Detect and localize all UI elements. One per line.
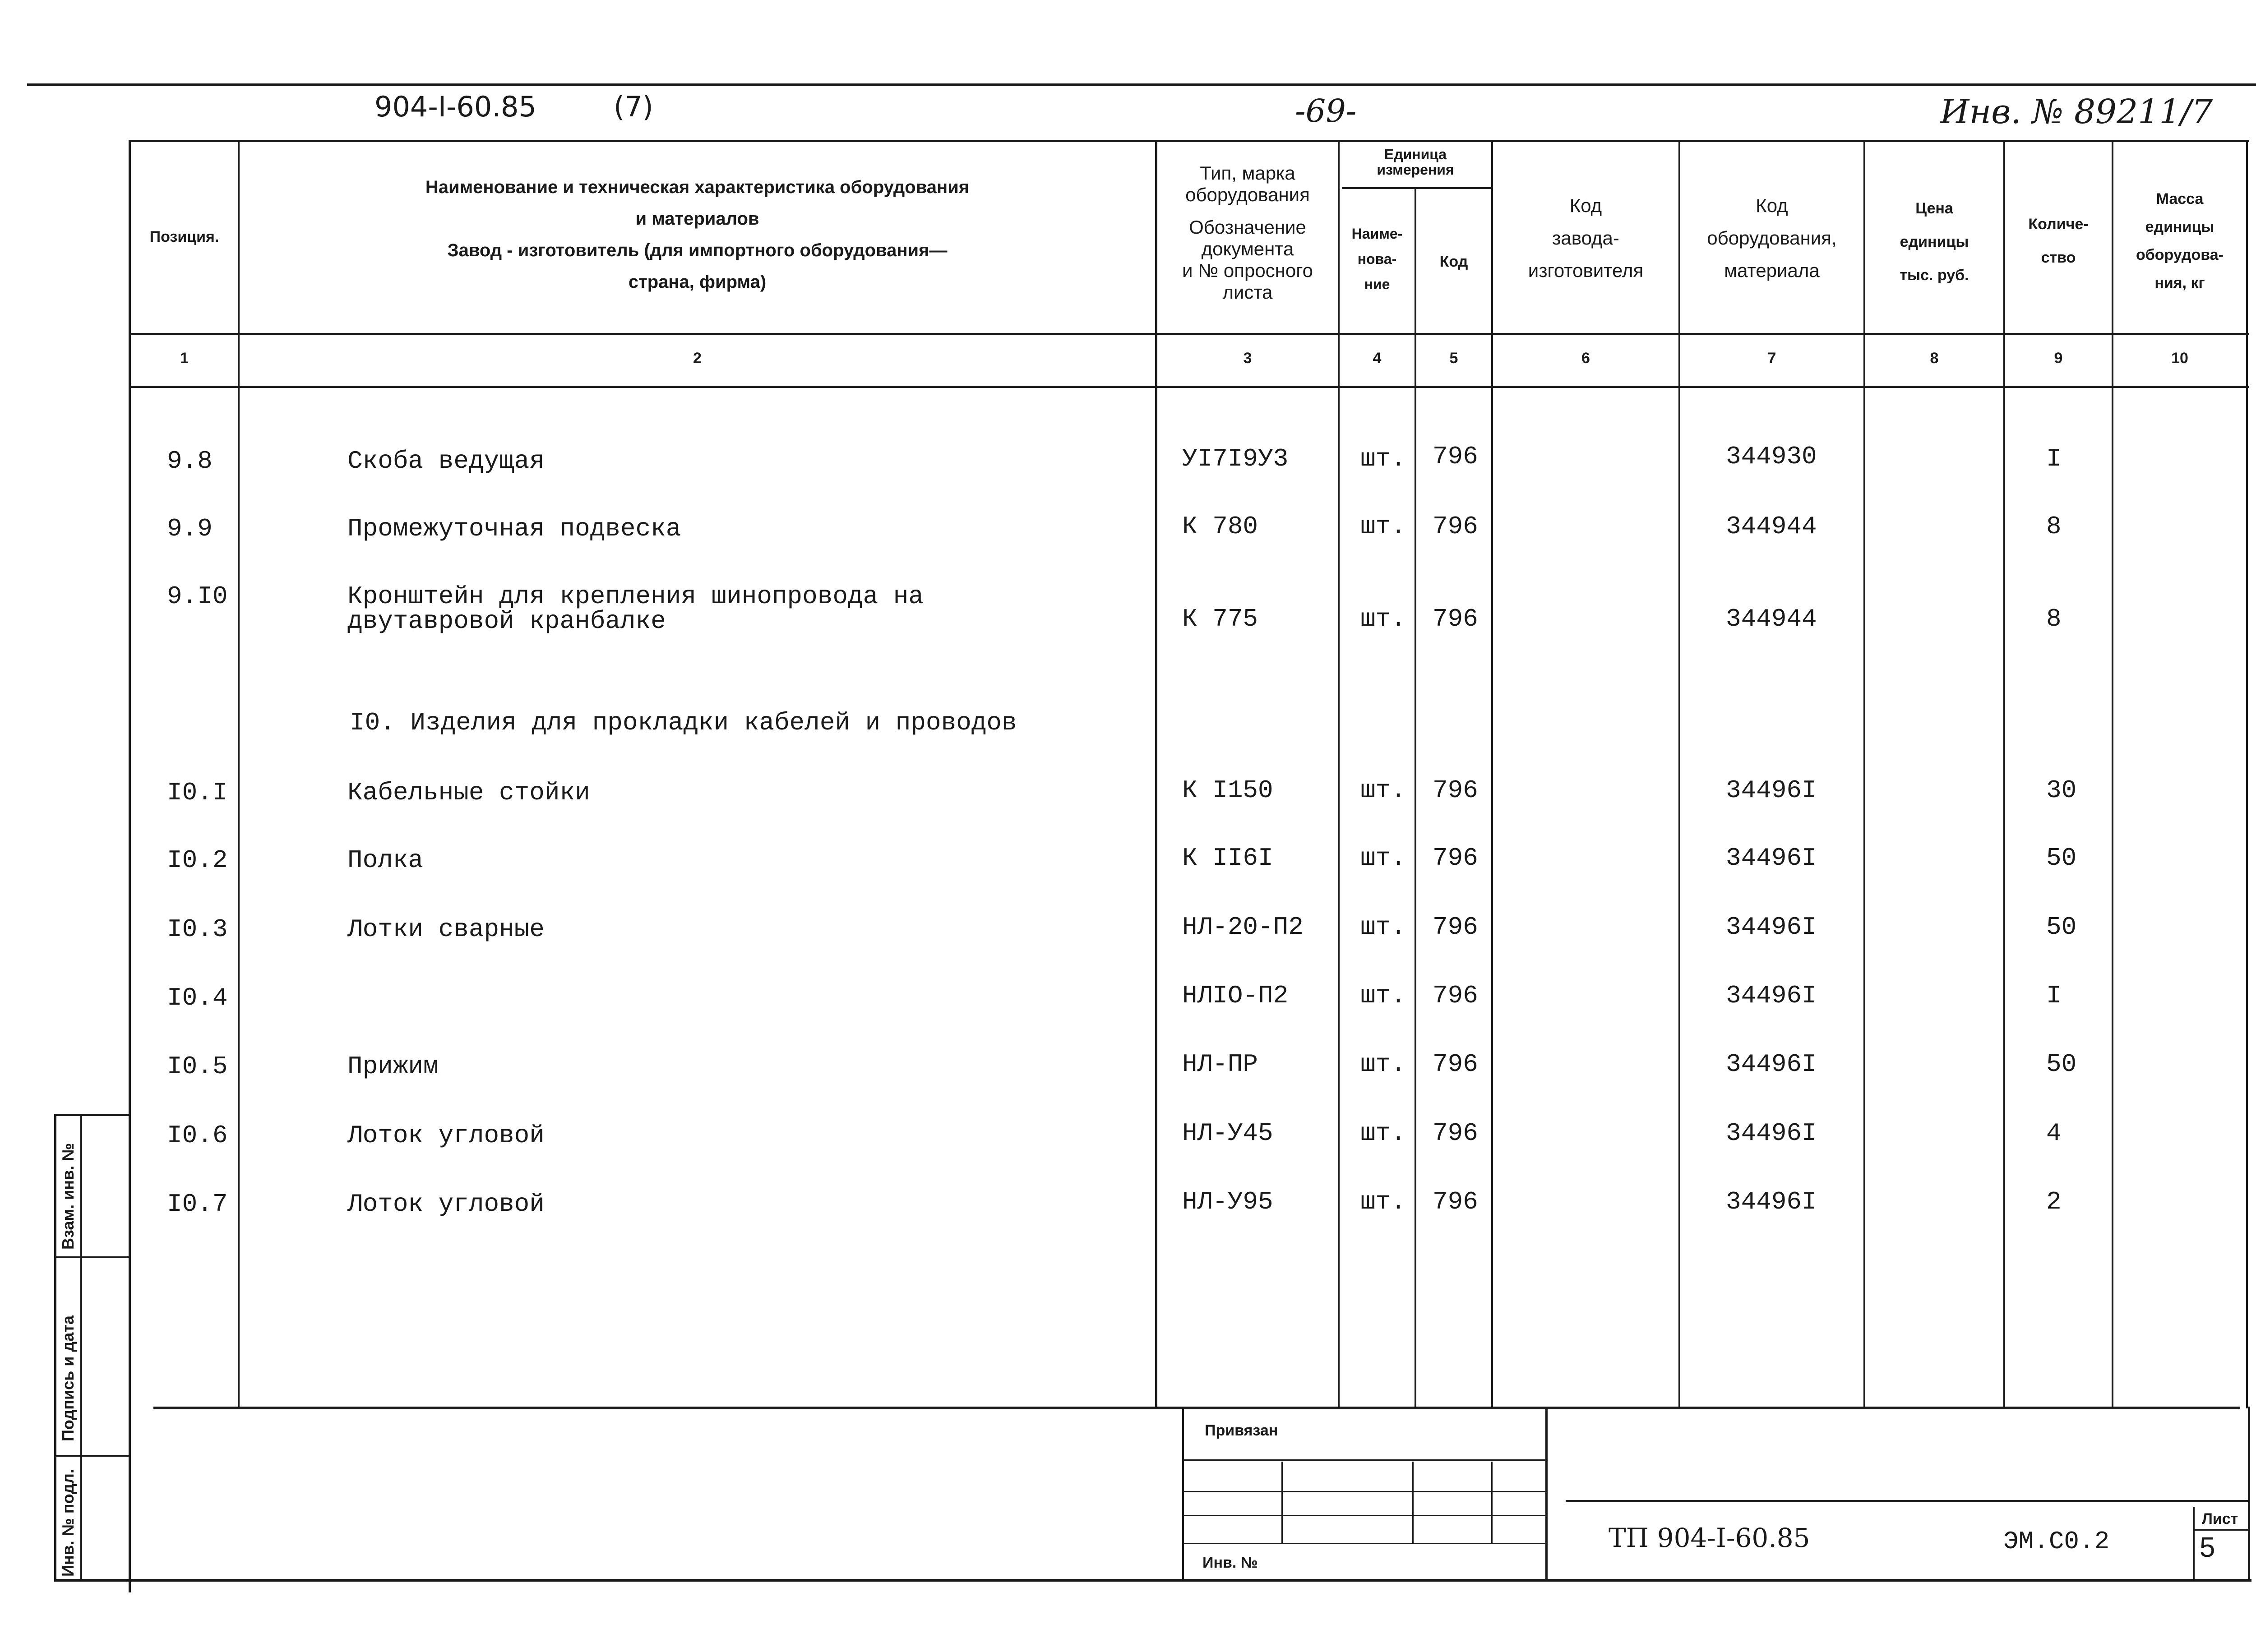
header-type-line-4: документа xyxy=(1201,238,1294,259)
stamp-left-line xyxy=(1182,1407,1184,1580)
header-price xyxy=(1865,192,2003,292)
cell-quantity: 50 xyxy=(2046,1050,2077,1079)
table-top-line xyxy=(129,140,2249,142)
page-number: -69- xyxy=(1295,92,1357,129)
cell-unit: шт. xyxy=(1360,1187,1406,1216)
cell-position: I0.4 xyxy=(167,983,228,1012)
cell-unit-code: 796 xyxy=(1433,1119,1478,1148)
cell-unit-code: 796 xyxy=(1433,776,1478,805)
cell-unit: шт. xyxy=(1360,913,1406,941)
side-stamp-mid-line-1 xyxy=(54,1256,131,1258)
header-unit-name xyxy=(1340,221,1415,297)
cell-code: 34496I xyxy=(1726,1119,1817,1148)
table-bottom-line xyxy=(153,1407,2240,1409)
header-equipment-code xyxy=(1680,189,1863,287)
cell-unit-code: 796 xyxy=(1433,1050,1478,1079)
cell-unit: шт. xyxy=(1360,981,1406,1010)
header-equipment-code-line-3: материала xyxy=(1724,260,1820,281)
colnum-6: 6 xyxy=(1581,350,1590,367)
cell-type: НЛ-У95 xyxy=(1182,1187,1273,1216)
cell-unit: шт. xyxy=(1360,1050,1406,1079)
header-equipment-code-line-1: Код xyxy=(1756,195,1788,216)
header-type-line-3: Обозначение xyxy=(1189,217,1306,238)
cell-unit-code: 796 xyxy=(1433,1187,1478,1216)
header-type-line-6: листа xyxy=(1222,281,1273,303)
cell-position: 9.8 xyxy=(167,447,213,475)
cell-quantity: 50 xyxy=(2046,844,2077,872)
side-stamp-outer-line xyxy=(54,1114,56,1581)
stamp-inner-2 xyxy=(1412,1462,1414,1543)
colnum-10: 10 xyxy=(2171,350,2188,367)
side-stamp-vzam: Взам. инв. № xyxy=(59,1143,77,1250)
cell-position: I0.I xyxy=(167,778,228,807)
cell-name: Полка xyxy=(347,846,424,875)
cell-unit-code: 796 xyxy=(1433,844,1478,872)
cell-type: НЛIО-П2 xyxy=(1182,981,1289,1010)
header-price-line-3: тыс. руб. xyxy=(1900,267,1969,284)
cell-unit: шт. xyxy=(1360,776,1406,805)
unit-group-line xyxy=(1342,187,1491,189)
cell-name: Лотки сварные xyxy=(347,915,545,944)
cell-name: Кабельные стойки xyxy=(347,778,590,807)
header-mass xyxy=(2113,185,2246,297)
cell-type: К 780 xyxy=(1182,512,1258,541)
cell-position: I0.7 xyxy=(167,1190,228,1218)
header-mass-line-2: единицы xyxy=(2145,218,2214,235)
colnum-9: 9 xyxy=(2054,350,2063,367)
page-bottom-line xyxy=(54,1579,2251,1582)
cell-type: К II6I xyxy=(1182,844,1273,872)
header-mass-line-4: ния, кг xyxy=(2154,274,2205,291)
cell-position: I0.5 xyxy=(167,1052,228,1081)
header-unit-name-line-2: нова- xyxy=(1357,251,1397,267)
table-right-line xyxy=(2246,141,2248,1408)
header-unit-group-line-2: измерения xyxy=(1377,162,1454,178)
col-sep-9 xyxy=(2112,141,2113,1408)
cell-quantity: 4 xyxy=(2046,1119,2062,1148)
side-stamp-podpis: Подпись и дата xyxy=(59,1315,77,1441)
header-name-line-4: страна, фирма) xyxy=(628,272,767,292)
cell-unit: шт. xyxy=(1360,844,1406,872)
colnum-5: 5 xyxy=(1449,350,1458,367)
stamp-line-4 xyxy=(1182,1543,1545,1544)
header-name xyxy=(240,171,1155,298)
col-sep-3 xyxy=(1338,141,1340,1408)
side-stamp-inner-line xyxy=(80,1114,82,1581)
cell-quantity: 50 xyxy=(2046,913,2077,941)
cell-position: I0.2 xyxy=(167,846,228,875)
cell-code: 34496I xyxy=(1726,776,1817,805)
col-sep-8 xyxy=(2003,141,2005,1408)
cell-position: 9.I0 xyxy=(167,582,228,611)
colnum-bottom-line xyxy=(131,386,2249,388)
cell-unit: шт. xyxy=(1360,1119,1406,1148)
cell-code: 344944 xyxy=(1726,605,1817,633)
header-unit-group xyxy=(1340,147,1491,177)
header-plant-code-line-2: завода- xyxy=(1552,227,1619,249)
cell-unit: шт. xyxy=(1360,512,1406,541)
header-plant-code-line-1: Код xyxy=(1569,195,1602,216)
cell-type: К 775 xyxy=(1182,605,1258,633)
header-quantity-line-2: ство xyxy=(2041,249,2076,266)
sheet-label: Лист xyxy=(2202,1510,2238,1527)
header-mass-line-1: Масса xyxy=(2156,190,2204,208)
cell-position: I0.3 xyxy=(167,915,228,944)
header-type-line-2: оборудования xyxy=(1185,184,1310,205)
cell-code: 34496I xyxy=(1726,913,1817,941)
header-unit-name-line-3: ние xyxy=(1364,276,1390,292)
colnum-2: 2 xyxy=(693,350,702,367)
header-quantity-line-1: Количе- xyxy=(2028,216,2089,233)
title-block-top-line xyxy=(1566,1500,2249,1502)
stamp-privyazan: Привязан xyxy=(1205,1422,1278,1439)
cell-name-line-1: Кронштейн для крепления шинопровода на xyxy=(347,582,924,611)
header-position: Позиция. xyxy=(149,228,219,245)
stamp-right-line xyxy=(1545,1407,1548,1580)
cell-position: 9.9 xyxy=(167,514,213,543)
section-heading: I0. Изделия для прокладки кабелей и проводов xyxy=(350,708,1017,737)
header-unit-code: Код xyxy=(1439,253,1468,270)
cell-unit-code: 796 xyxy=(1433,981,1478,1010)
cell-unit: шт. xyxy=(1360,605,1406,633)
header-quantity xyxy=(2005,208,2112,274)
cell-unit-code: 796 xyxy=(1433,442,1478,471)
header-mass-line-3: оборудова- xyxy=(2136,246,2224,263)
side-stamp-top-line xyxy=(54,1114,131,1116)
colnum-7: 7 xyxy=(1767,350,1776,367)
header-price-line-2: единицы xyxy=(1900,233,1969,250)
cell-type: НЛ-20-П2 xyxy=(1182,913,1304,941)
document-designation: ЭМ.С0.2 xyxy=(2003,1527,2110,1556)
cell-name: Промежуточная подвеска xyxy=(347,514,681,543)
header-type xyxy=(1157,162,1338,303)
cell-type: НЛ-ПР xyxy=(1182,1050,1258,1079)
stamp-inner-1 xyxy=(1281,1462,1283,1543)
cell-type: УI7I9У3 xyxy=(1182,444,1289,473)
col-sep-4 xyxy=(1415,189,1416,1407)
page-right-line xyxy=(2248,1407,2250,1582)
header-price-line-1: Цена xyxy=(1915,200,1953,217)
cell-code: 34496I xyxy=(1726,1187,1817,1216)
col-sep-2 xyxy=(1155,141,1157,1408)
cell-code: 34496I xyxy=(1726,981,1817,1010)
header-unit-group-line-1: Единица xyxy=(1384,146,1447,162)
sheet-index: (7) xyxy=(614,90,653,123)
cell-quantity: 8 xyxy=(2046,605,2062,633)
cell-quantity: I xyxy=(2046,981,2062,1010)
stamp-line-1 xyxy=(1182,1459,1545,1461)
project-code: ТП 904-I-60.85 xyxy=(1609,1523,1810,1553)
header-plant-code xyxy=(1493,189,1678,287)
cell-code: 34496I xyxy=(1726,844,1817,872)
cell-unit-code: 796 xyxy=(1433,605,1478,633)
cell-quantity: I xyxy=(2046,444,2062,473)
sheet-box-mid-line xyxy=(2193,1529,2249,1531)
header-equipment-code-line-2: оборудования, xyxy=(1707,227,1837,249)
cell-quantity: 2 xyxy=(2046,1187,2062,1216)
cell-unit-code: 796 xyxy=(1433,913,1478,941)
cell-code: 344930 xyxy=(1726,442,1817,471)
header-type-line-1: Тип, марка xyxy=(1200,162,1295,184)
header-type-line-5: и № опросного xyxy=(1182,260,1313,281)
sheet-number: 5 xyxy=(2200,1532,2215,1563)
col-sep-7 xyxy=(1863,141,1865,1408)
cell-name: Лоток угловой xyxy=(347,1121,545,1150)
cell-name: Лоток угловой xyxy=(347,1190,545,1218)
cell-code: 344944 xyxy=(1726,512,1817,541)
cell-name: Скоба ведущая xyxy=(347,447,545,475)
cell-type: К I150 xyxy=(1182,776,1273,805)
header-unit-name-line-1: Наиме- xyxy=(1351,226,1403,242)
header-name-line-2: и материалов xyxy=(635,209,759,229)
cell-code: 34496I xyxy=(1726,1050,1817,1079)
sheet-box-left-line xyxy=(2193,1507,2195,1581)
col-sep-1 xyxy=(238,141,240,1408)
cell-quantity: 30 xyxy=(2046,776,2077,805)
col-sep-5 xyxy=(1491,141,1493,1408)
inventory-number: Инв. № 89211/7 xyxy=(1940,92,2213,131)
col-sep-6 xyxy=(1678,141,1680,1408)
cell-unit-code: 796 xyxy=(1433,512,1478,541)
document-code: 904-I-60.85 xyxy=(374,90,536,123)
header-name-line-1: Наименование и техническая характеристика оборудования xyxy=(425,177,970,197)
cell-position: I0.6 xyxy=(167,1121,228,1150)
header-name-line-3: Завод - изготовитель (для импортного оборудования— xyxy=(447,240,948,260)
colnum-3: 3 xyxy=(1243,350,1252,367)
colnum-1: 1 xyxy=(180,350,189,367)
cell-name: Прижим xyxy=(347,1052,439,1081)
header-bottom-line xyxy=(131,333,2249,335)
cell-quantity: 8 xyxy=(2046,512,2062,541)
top-border-line xyxy=(27,83,2256,86)
header-plant-code-line-3: изготовителя xyxy=(1528,260,1644,281)
side-stamp-mid-line-2 xyxy=(54,1455,131,1457)
side-stamp-inv-podl: Инв. № подл. xyxy=(59,1469,77,1577)
colnum-8: 8 xyxy=(1930,350,1939,367)
stamp-inv-no: Инв. № xyxy=(1202,1554,1258,1571)
cell-type: НЛ-У45 xyxy=(1182,1119,1273,1148)
stamp-inner-3 xyxy=(1491,1462,1493,1543)
cell-name-line-2: двутавровой кранбалке xyxy=(347,607,666,636)
colnum-4: 4 xyxy=(1373,350,1382,367)
cell-unit: шт. xyxy=(1360,444,1406,473)
